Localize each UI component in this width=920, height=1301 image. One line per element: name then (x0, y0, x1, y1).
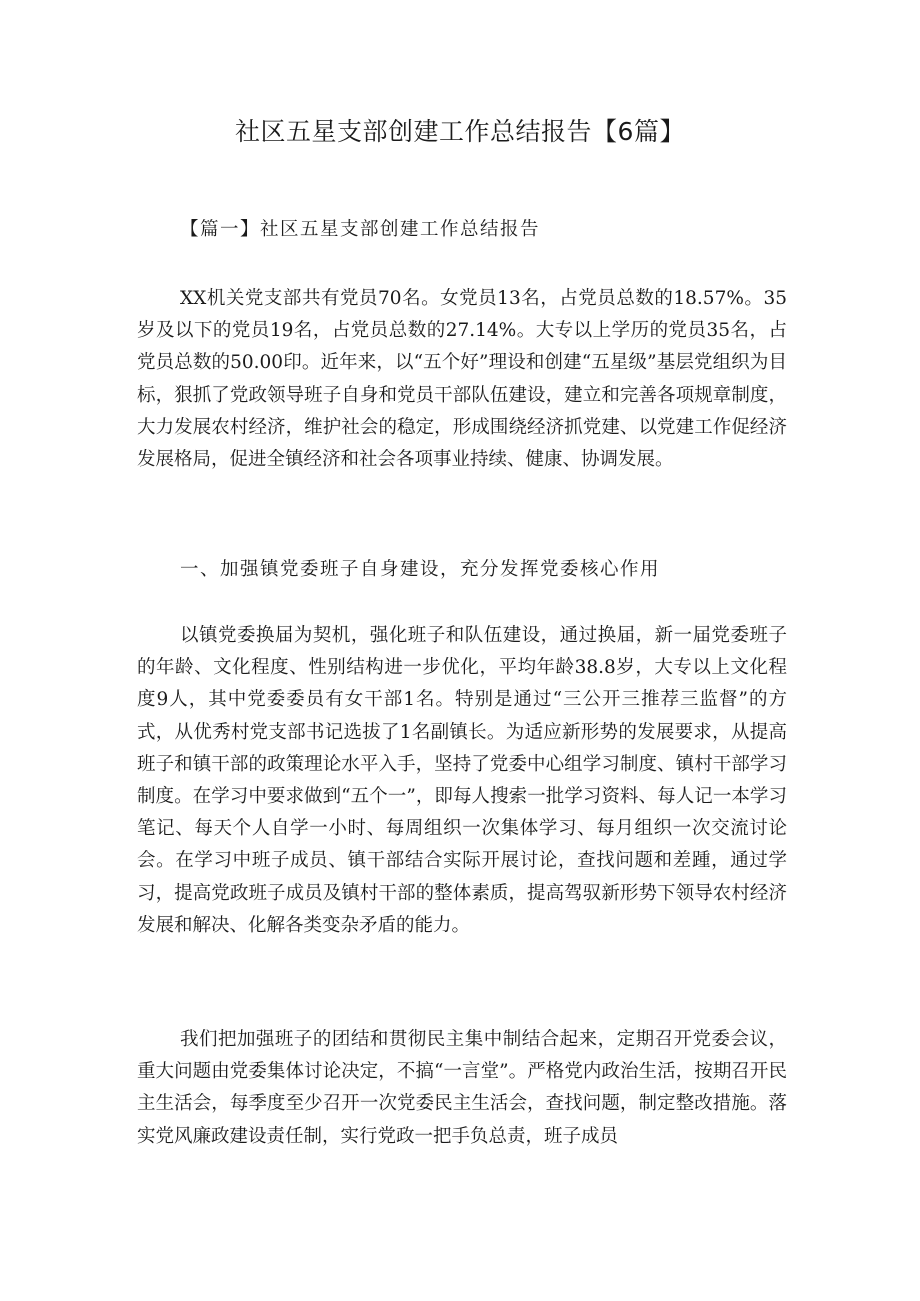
document-title: 社区五星支部创建工作总结报告【6篇】 (235, 117, 685, 146)
section-heading: 一、加强镇党委班子自身建设，充分发挥党委核心作用 (180, 559, 661, 580)
article-subheading: 【篇一】社区五星支部创建工作总结报告 (180, 219, 541, 240)
body-paragraph-3: 我们把加强班子的团结和贯彻民主集中制结合起来，定期召开党委会议，重大问题由党委集体讨论决定，不搞“一言堂”。严格党内政治生活，按期召开民主生活会，每季度至少召开一次党委民主生活会，查找问题，制定整改措施。落实党风廉政建设责任制，实行党政一把手负总责，班子成员 (137, 1029, 787, 1147)
body-paragraph-2: 以镇党委换届为契机，强化班子和队伍建设，通过换届，新一届党委班子的年龄、文化程度、性别结构进一步优化，平均年龄38.8岁，大专以上文化程度9人，其中党委委员有女干部1名。特别是通过“三公开三推荐三监督”的方式，从优秀村党支部书记选拔了1名副镇长。为适应新形势的发展要求，从提高班子和镇干部的政策理论水平入手，坚持了党委中心组学习制度、镇村干部学习制度。在学习中要求做到“五个一”，即每人搜索一批学习资料、每人记一本学习笔记、每天个人自学一小时、每周组织一次集体学习、每月组织一次交流讨论会。在学习中班子成员、镇干部结合实际开展讨论，查找问题和差踵，通过学习，提高党政班子成员及镇村干部的整体素质，提高驾驭新形势下领导农村经济发展和解决、化解各类变杂矛盾的能力。 (137, 625, 787, 936)
body-paragraph-1: XX机关党支部共有党员70名。女党员13名，占党员总数的18.57%。35岁及以下的党员19名，占党员总数的27.14%。大专以上学历的党员35名，占党员总数的50.00印。近年来，以“五个好”理设和创建“五星级”基层党组织为目标，狠抓了党政领导班子自身和党员干部队伍建设，建立和完善各项规章制度，大力发展农村经济，维护社会的稳定，形成围绕经济抓党建、以党建工作促经济发展格局，促进全镇经济和社会各项事业持续、健康、协调发展。 (137, 288, 787, 471)
